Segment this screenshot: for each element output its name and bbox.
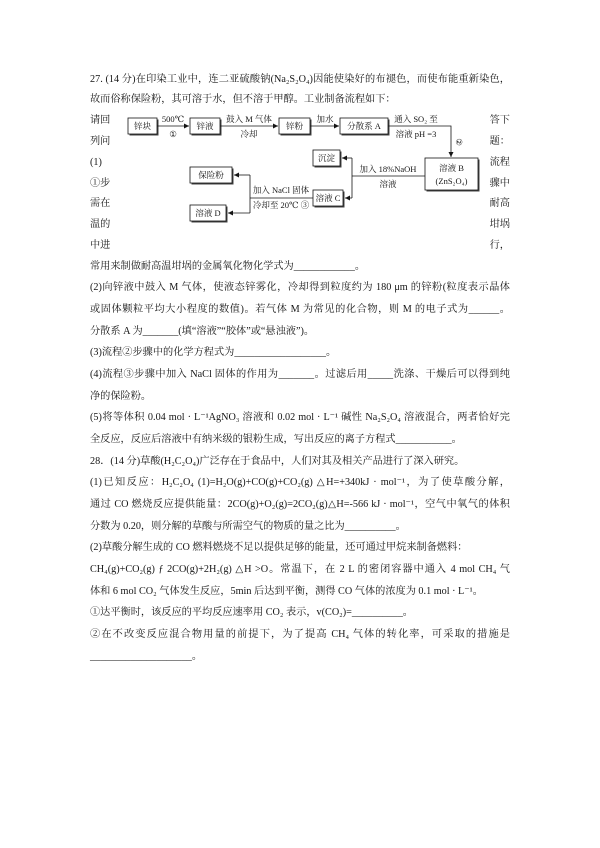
text-line: 全反应，反应后溶液中有纳米级的银粉生成，写出反应的离子方程式___________。 bbox=[90, 433, 462, 445]
node-zinc-block bbox=[128, 118, 159, 136]
node-zinc-liquid bbox=[190, 118, 222, 136]
edge-label-top: 500℃ bbox=[161, 114, 185, 124]
edge-label-bottom: 溶液 bbox=[379, 179, 397, 189]
edge-label-bottom: 冷却至 20℃ ③ bbox=[252, 200, 310, 210]
node-solution-b bbox=[425, 158, 480, 192]
node-solution-d bbox=[190, 205, 228, 223]
text-line: 通过 CO 燃烧反应提供能量：2CO(g)+O₂(g)=2CO₂(g)△H=-566 kJ · mol⁻¹，空气中氧气的体积 bbox=[90, 499, 510, 511]
wrap-right-text: 骤中 bbox=[489, 177, 510, 189]
text-line: (2)草酸分解生成的 CO 燃料燃烧不足以提供足够的能量，还可通过甲烷来制备燃料： bbox=[90, 542, 468, 554]
wrap-row bbox=[90, 236, 510, 257]
wrap-right-text: 题： bbox=[489, 135, 510, 147]
edge-step-label: ② bbox=[454, 138, 464, 146]
text-line: 常用来制做耐高温坩埚的金属氧化物化学式为____________。 bbox=[90, 260, 366, 272]
text-line: 或固体颗粒平均大小程度的数值)。若气体 M 为常见的化合物，则 M 的电子式为______。 bbox=[90, 303, 510, 315]
wrap-left-text: 列问 bbox=[90, 135, 111, 147]
node-label: 沉淀 bbox=[317, 153, 336, 163]
edge-heating bbox=[157, 114, 189, 139]
wrap-left-text: (1) bbox=[90, 156, 102, 168]
wrap-right-text: 流程 bbox=[489, 156, 510, 168]
edge-label-top: 加入 NaCl 固体 bbox=[252, 185, 310, 195]
node-label: 溶液 C bbox=[315, 193, 341, 203]
text-line: (1)已知反应：H₂C₂O₄ (1)=H₂O(g)+CO(g)+CO₂(g) △H=+340kJ · mol⁻¹，为了使草酸分解， bbox=[90, 477, 510, 489]
node-label: 分散系 A bbox=[347, 121, 381, 131]
wrap-left-text: 请回 bbox=[90, 115, 111, 127]
node-label: 锌块 bbox=[133, 121, 152, 131]
text-line: ①达平衡时，该反应的平均反应速率用 CO₂ 表示，v(CO₂)=__________。 bbox=[90, 607, 413, 619]
node-label: 锌粉 bbox=[285, 121, 304, 131]
node-label: 溶液 B bbox=[439, 163, 464, 173]
wrap-left-text: 中进 bbox=[90, 239, 111, 251]
edge-add-water bbox=[310, 114, 339, 126]
text-line: CH₄(g)+CO₂(g) ƒ 2CO(g)+2H₂(g) △H >O。常温下，在 2 L 的密闭容器中通入 4 mol CH₄ 气 bbox=[90, 564, 510, 576]
wrap-left-text: ①步 bbox=[90, 177, 111, 189]
wrap-right-text: 答下 bbox=[489, 115, 510, 127]
process-flowchart bbox=[120, 108, 482, 230]
wrap-right-text: 坩埚 bbox=[489, 219, 510, 231]
text-line: 体和 6 mol CO₂ 气体发生反应，5min 后达到平衡，测得 CO 气体的浓度为 0.1 mol · L⁻¹。 bbox=[90, 585, 483, 597]
text-line: (5)将等体积 0.04 mol · L⁻¹AgNO₃ 溶液和 0.02 mol · L⁻¹ 碱性 Na₂S₂O₄ 溶液混合，两者恰好完 bbox=[90, 412, 510, 424]
edge-label-top: 加入 18%NaOH bbox=[359, 164, 417, 174]
wrap-right-text: 耐高 bbox=[489, 198, 510, 210]
edge-label-bottom: ① bbox=[169, 129, 177, 139]
node-label: 锌液 bbox=[196, 121, 214, 131]
edge-so2 bbox=[388, 114, 464, 157]
node-label: 保险粉 bbox=[198, 170, 224, 180]
node-solution-c bbox=[313, 190, 345, 208]
text-block-bottom bbox=[90, 277, 510, 667]
wrap-left-text: 需在 bbox=[90, 198, 111, 210]
text-line: 分散系 A 为_______(填“溶液”“胶体”或“悬浊液”)。 bbox=[90, 325, 315, 337]
node-zinc-powder bbox=[279, 118, 312, 136]
node-formula: (ZnS₂O₄) bbox=[435, 176, 468, 186]
edge-label-top: 鼓入 M 气体 bbox=[226, 114, 272, 124]
edge-label-bottom: 冷却 bbox=[240, 129, 258, 139]
text-line: 故而俗称保险粉，其可溶于水，但不溶于甲醇。工业制备流程如下： bbox=[90, 94, 396, 106]
question-28-heading: 28．(14 分)草酸(H₂C₂O₄)广泛存在于食品中，人们对其及相关产品进行了深入研究。 bbox=[90, 455, 465, 467]
text-line: ②在不改变反应混合物用量的前提下，为了提高 CH₄ 气体的转化率，可采取的措施是 bbox=[90, 629, 510, 641]
edge-label-top: 加水 bbox=[316, 114, 334, 124]
edge-nacl bbox=[228, 175, 313, 213]
text-line: (4)流程③步骤中加入 NaCl 固体的作用为_______。过滤后用_____洗涤、干燥后可以得到纯 bbox=[90, 368, 510, 380]
edge-label-top: 通入 SO₂ 至 bbox=[394, 114, 438, 124]
text-line: 27. (14 分)在印染工业中，连二亚硫酸钠(Na₂S₂O₄)因能使染好的布褪色，而使布能重新染色， bbox=[90, 73, 510, 85]
node-label: 溶液 D bbox=[195, 208, 221, 218]
answer-blank-line: ____________________。 bbox=[90, 650, 203, 662]
text-line: (2)向锌液中鼓入 M 气体，使液态锌雾化，冷却得到粒度约为 180 μm 的锌粉(粒度表示晶体 bbox=[90, 282, 510, 294]
edge-label-bottom: 溶液 pH =3 bbox=[395, 129, 437, 139]
text-line: 净的保险粉。 bbox=[90, 390, 152, 402]
wrap-right-text: 行， bbox=[489, 239, 510, 251]
node-precipitate bbox=[313, 150, 342, 168]
node-insurance-powder bbox=[190, 167, 234, 185]
edge-naoh bbox=[342, 158, 425, 198]
node-dispersion-a bbox=[340, 118, 390, 136]
edge-gas-cooling bbox=[220, 114, 278, 139]
text-line: 分数为 0.20，则分解的草酸与所需空气的物质的量之比为__________。 bbox=[90, 520, 406, 532]
wrap-left-text: 温的 bbox=[90, 219, 111, 231]
text-line: (3)流程②步骤中的化学方程式为__________________。 bbox=[90, 347, 337, 359]
